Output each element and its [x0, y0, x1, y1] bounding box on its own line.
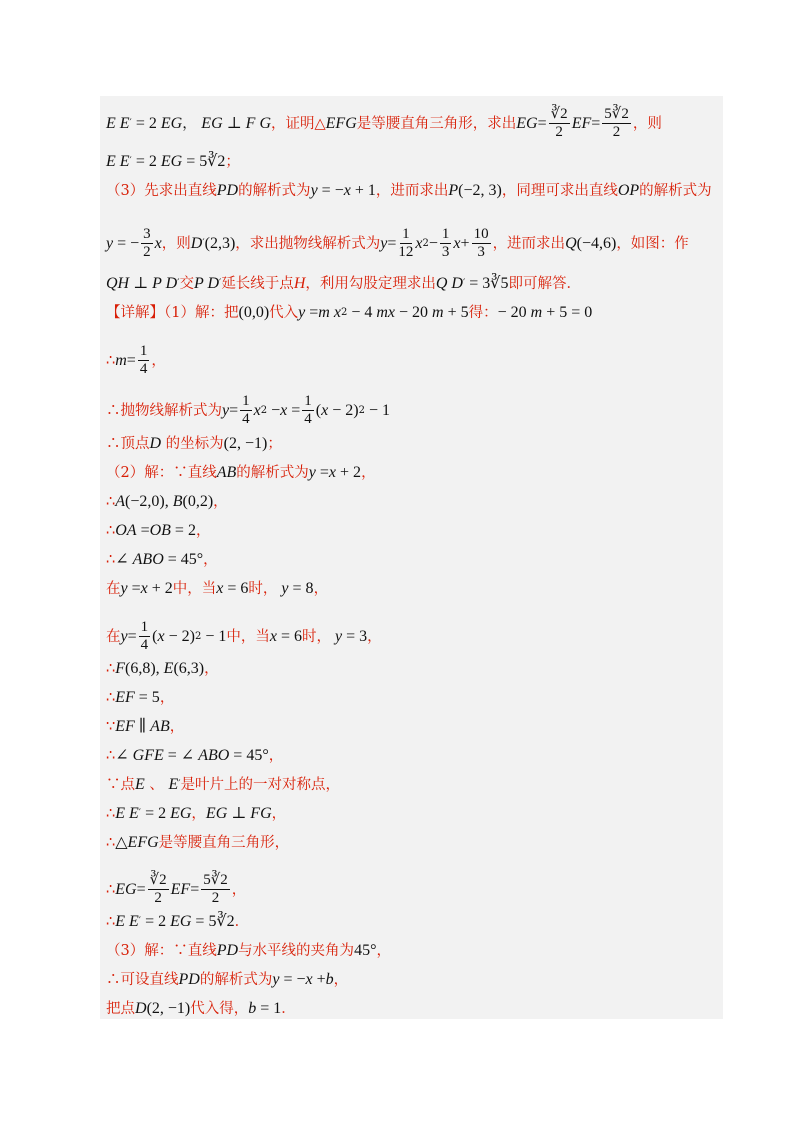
line-19: ∴ ∠ GFE = ∠ ABO = 45° ， — [106, 747, 284, 764]
line-6: 【详解】（1）解：把 (0,0) 代入 y = m x 2 − 4 mx − 20 m + 5 得： − 20 m + 5 = 0 — [106, 304, 593, 321]
line-5: QH ⊥ P D ′ 交 P D ′ 延长线于点 H ，利用勾股定理求出 Q D ′ = 3∛5 即可解答． — [106, 275, 581, 292]
line-1: E E ′ = 2 EG ， EG ⊥ F G ，证明△ EFG 是等腰直角三角形，求出 EG = $\frac{∛2}{2}$ EF = $\frac{5∛2}{2}$ ，则 — [106, 106, 662, 140]
line-18: ∵ EF ∥ AB ， — [106, 718, 185, 735]
line-25: （3）解：∵直线 PD 与水平线的夹角为 45° ， — [106, 942, 391, 959]
line-14: 在 y = x + 2 中，当 x = 6 时， y = 8 ， — [106, 580, 329, 597]
line-7: ∴ m = $\frac{1}{4}$ ， — [106, 343, 166, 377]
line-20: ∵点 E 、 E ′ 是叶片上的一对对称点， — [106, 776, 341, 793]
line-26: ∴可设直线 PD 的解析式为 y = − x + b ， — [106, 971, 349, 988]
line-27: 把点 D (2, −1) 代入得， b = 1 ． — [106, 1000, 296, 1017]
line-16: ∴ F (6,8), E (6,3) ， — [106, 660, 219, 677]
line-15: 在 y = $\frac{1}{4}$ ( x − 2) 2 − 1 中，当 x = 6 时， y = 3 ， — [106, 619, 382, 653]
line-11: ∴ A (−2,0), B (0,2) ， — [106, 493, 228, 510]
line-12: ∴ OA = OB = 2 ， — [106, 522, 211, 539]
line-2: E E ′ = 2 EG = 5∛2 ； — [106, 153, 240, 170]
line-9: ∴顶点 D 的坐标为 (2, −1) ； — [106, 435, 282, 452]
line-21: ∴ E E ′ = 2 EG ， EG ⊥ FG ， — [106, 805, 287, 822]
line-4: y = − $\frac{3}{2}$ x ，则 D ′ (2,3) ，求出抛物线解析式为 y = $\frac{1}{12}$ x 2 − $\frac{1}{3}$ x + $\frac{10}{3}$ ，进而求出 Q (−4,6) ，如图：作 — [106, 226, 689, 260]
line-22: ∴ △ EFG 是等腰直角三角形， — [106, 834, 290, 851]
line-3: （3）先求出直线 PD 的解析式为 y = − x + 1 ，进而求出 P (−2, 3) ，同理可求出直线 OP 的解析式为 — [106, 182, 712, 199]
line-24: ∴ E E ′ = 2 EG = 5∛2 ． — [106, 913, 250, 930]
line-17: ∴ EF = 5 ， — [106, 689, 175, 706]
line-13: ∴ ∠ ABO = 45° ， — [106, 551, 218, 568]
line-8: ∴抛物线解析式为 y = $\frac{1}{4}$ x 2 − x = $\frac{1}{4}$ ( x − 2) 2 − 1 — [106, 393, 390, 427]
line-10: （2）解：∵直线 AB 的解析式为 y = x + 2 ， — [106, 464, 376, 481]
line-23: ∴ EG = $\frac{∛2}{2}$ EF = $\frac{5∛2}{2}$ ， — [106, 872, 247, 906]
